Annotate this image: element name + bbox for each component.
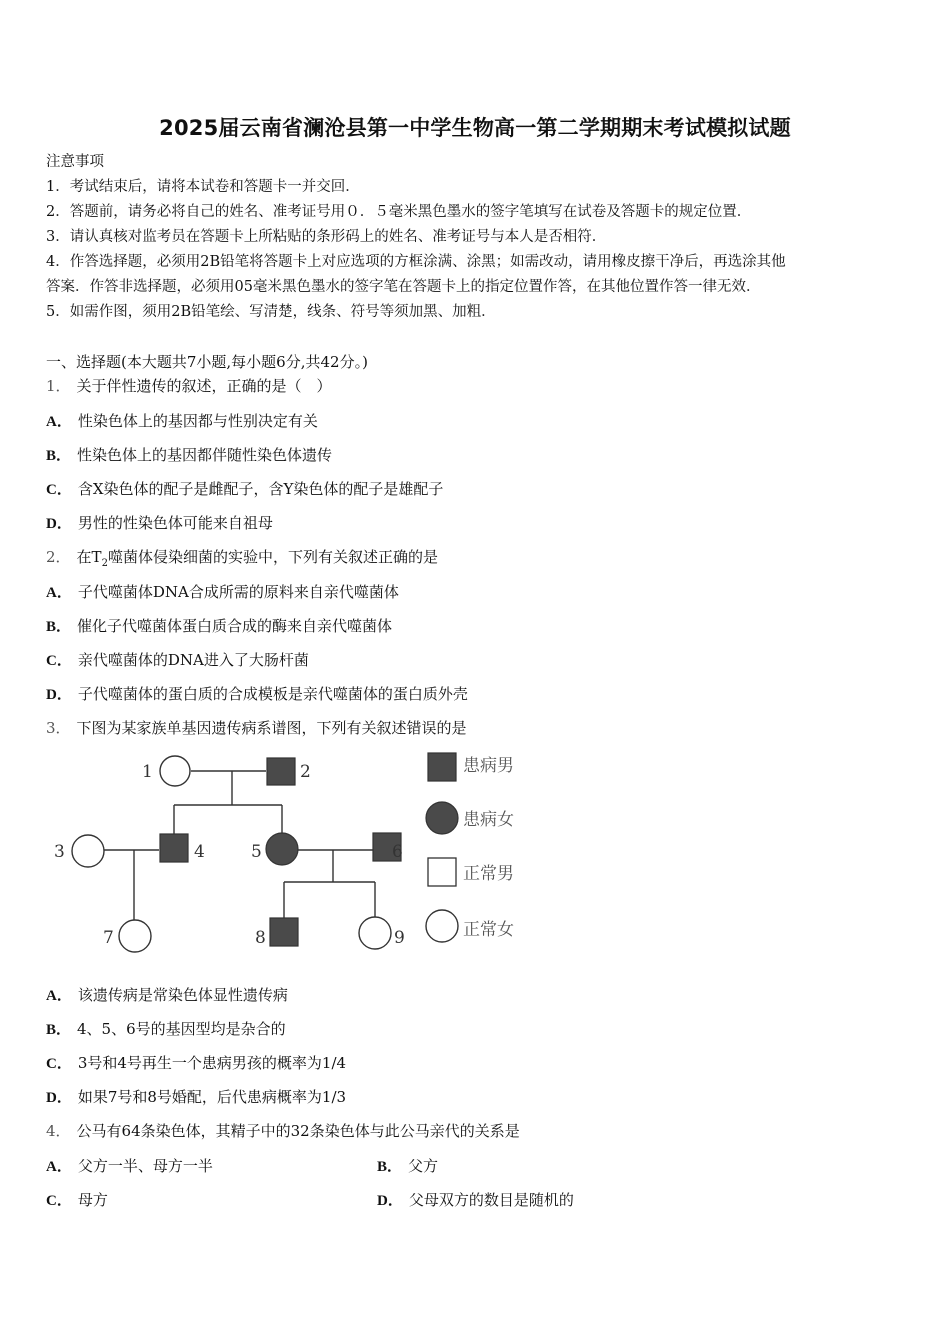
option-text: 父方一半、母方一半 [77, 1157, 213, 1175]
option-label: C． [46, 653, 72, 669]
option-text: 该遗传病是常染色体显性遗传病 [77, 986, 288, 1004]
individual-number: 3 [54, 842, 65, 862]
option-text: 子代噬菌体DNA合成所需的原料来自亲代噬菌体 [77, 583, 399, 601]
individual-number: 1 [142, 762, 153, 782]
legend-normal-female-symbol [426, 910, 458, 942]
option-text: 男性的性染色体可能来自祖母 [77, 514, 273, 532]
pedigree-diagram [48, 745, 538, 960]
q1-option-a[interactable] [46, 411, 318, 432]
option-text: 4、5、6号的基因型均是杂合的 [77, 1020, 286, 1038]
note-item: 2．答题前，请务必将自己的姓名、准考证号用０．５毫米黑色墨水的签字笔填写在试卷及答题卡的规定位置． [46, 204, 752, 220]
q2-option-d[interactable] [46, 684, 468, 705]
option-label: B． [46, 1022, 72, 1038]
question-number: 2． [46, 548, 71, 566]
q3-option-c[interactable] [46, 1053, 346, 1074]
question-1 [46, 376, 332, 396]
question-stem: 关于伴性遗传的叙述，正确的是（ ） [76, 377, 332, 395]
legend-label: 正常女 [463, 920, 514, 940]
option-label: C． [46, 1193, 72, 1209]
legend-affected-male-symbol [428, 753, 456, 781]
option-label: A． [46, 988, 72, 1004]
individual-number: 8 [255, 928, 266, 948]
option-text: 性染色体上的基因都伴随性染色体遗传 [77, 446, 333, 464]
legend-normal-male-symbol [428, 858, 456, 886]
note-item: 1．考试结束后，请将本试卷和答题卡一并交回． [46, 179, 360, 195]
question-stem-sub: 2 [101, 558, 108, 569]
option-label: D． [46, 1090, 72, 1106]
individual-3-normal-female [72, 835, 104, 867]
q2-option-a[interactable] [46, 582, 399, 603]
option-text: 性染色体上的基因都与性别决定有关 [77, 412, 318, 430]
q3-option-d[interactable] [46, 1087, 346, 1108]
option-label: D． [46, 687, 72, 703]
q3-option-b[interactable] [46, 1019, 286, 1040]
option-text: 含X染色体的配子是雌配子，含Y染色体的配子是雄配子 [77, 480, 444, 498]
option-text: 3号和4号再生一个患病男孩的概率为1/4 [77, 1054, 347, 1072]
q4-option-d[interactable] [377, 1190, 574, 1211]
option-text: 父方 [408, 1157, 439, 1175]
q2-option-c[interactable] [46, 650, 309, 671]
option-label: B． [46, 619, 72, 635]
question-stem-pre: 在T [76, 548, 102, 566]
question-number: 4． [46, 1122, 71, 1140]
individual-4-affected-male [160, 834, 188, 862]
question-2 [46, 547, 438, 574]
option-label: A． [46, 1159, 72, 1175]
q1-option-d[interactable] [46, 513, 273, 534]
note-item: 答案．作答非选择题，必须用05毫米黑色墨水的签字笔在答题卡上的指定位置作答，在其他位置作答一律无效． [46, 279, 761, 295]
individual-number: 7 [103, 928, 114, 948]
q4-option-c[interactable] [46, 1190, 108, 1211]
legend-affected-female-symbol [426, 802, 458, 834]
option-text: 如果7号和8号婚配，后代患病概率为1/3 [77, 1088, 347, 1106]
q4-option-a[interactable] [46, 1156, 213, 1177]
option-label: B． [46, 448, 72, 464]
question-stem-post: 噬菌体侵染细菌的实验中，下列有关叙述正确的是 [107, 548, 438, 566]
individual-9-normal-female [359, 917, 391, 949]
question-3 [46, 718, 467, 738]
individual-number: 9 [394, 928, 405, 948]
note-item: 5．如需作图，须用2B铅笔绘、写清楚，线条、符号等须加黑、加粗． [46, 304, 496, 320]
individual-number: 6 [392, 842, 403, 862]
note-item: 3．请认真核对监考员在答题卡上所粘贴的条形码上的姓名、准考证号与本人是否相符． [46, 229, 607, 245]
individual-number: 4 [194, 842, 205, 862]
notes-heading: 注意事项 [46, 154, 104, 170]
question-4 [46, 1121, 520, 1141]
option-text: 父母双方的数目是随机的 [408, 1191, 574, 1209]
q4-option-b[interactable] [377, 1156, 438, 1177]
legend-label: 正常男 [463, 864, 514, 884]
section-heading: 一、选择题(本大题共7小题,每小题6分,共42分。) [46, 353, 368, 371]
individual-number: 2 [300, 762, 311, 782]
option-label: B． [377, 1159, 403, 1175]
option-label: D． [46, 516, 72, 532]
question-stem: 公马有64条染色体，其精子中的32条染色体与此公马亲代的关系是 [76, 1122, 520, 1140]
option-label: C． [46, 1056, 72, 1072]
option-text: 催化子代噬菌体蛋白质合成的酶来自亲代噬菌体 [77, 617, 393, 635]
option-text: 母方 [77, 1191, 108, 1209]
option-text: 子代噬菌体的蛋白质的合成模板是亲代噬菌体的蛋白质外壳 [77, 685, 468, 703]
individual-7-normal-female [119, 920, 151, 952]
legend-label: 患病女 [463, 810, 514, 830]
option-text: 亲代噬菌体的DNA进入了大肠杆菌 [77, 651, 309, 669]
individual-number: 5 [251, 842, 262, 862]
question-stem: 下图为某家族单基因遗传病系谱图，下列有关叙述错误的是 [76, 719, 467, 737]
q3-option-a[interactable] [46, 985, 288, 1006]
individual-1-normal-female [160, 756, 190, 786]
page-title: 2025届云南省澜沧县第一中学生物高一第二学期期末考试模拟试题 [159, 116, 791, 140]
option-label: D． [377, 1193, 403, 1209]
q1-option-c[interactable] [46, 479, 443, 500]
q1-option-b[interactable] [46, 445, 332, 466]
option-label: C． [46, 482, 72, 498]
option-label: A． [46, 414, 72, 430]
legend-label: 患病男 [463, 756, 514, 776]
option-label: A． [46, 585, 72, 601]
question-number: 3． [46, 719, 71, 737]
individual-8-affected-male [270, 918, 298, 946]
individual-5-affected-female [266, 833, 298, 865]
question-number: 1． [46, 377, 71, 395]
note-item: 4．作答选择题，必须用2B铅笔将答题卡上对应选项的方框涂满、涂黑；如需改动，请用橡皮擦干净后，再选涂其他 [46, 254, 786, 270]
q2-option-b[interactable] [46, 616, 392, 637]
individual-2-affected-male [267, 758, 295, 785]
